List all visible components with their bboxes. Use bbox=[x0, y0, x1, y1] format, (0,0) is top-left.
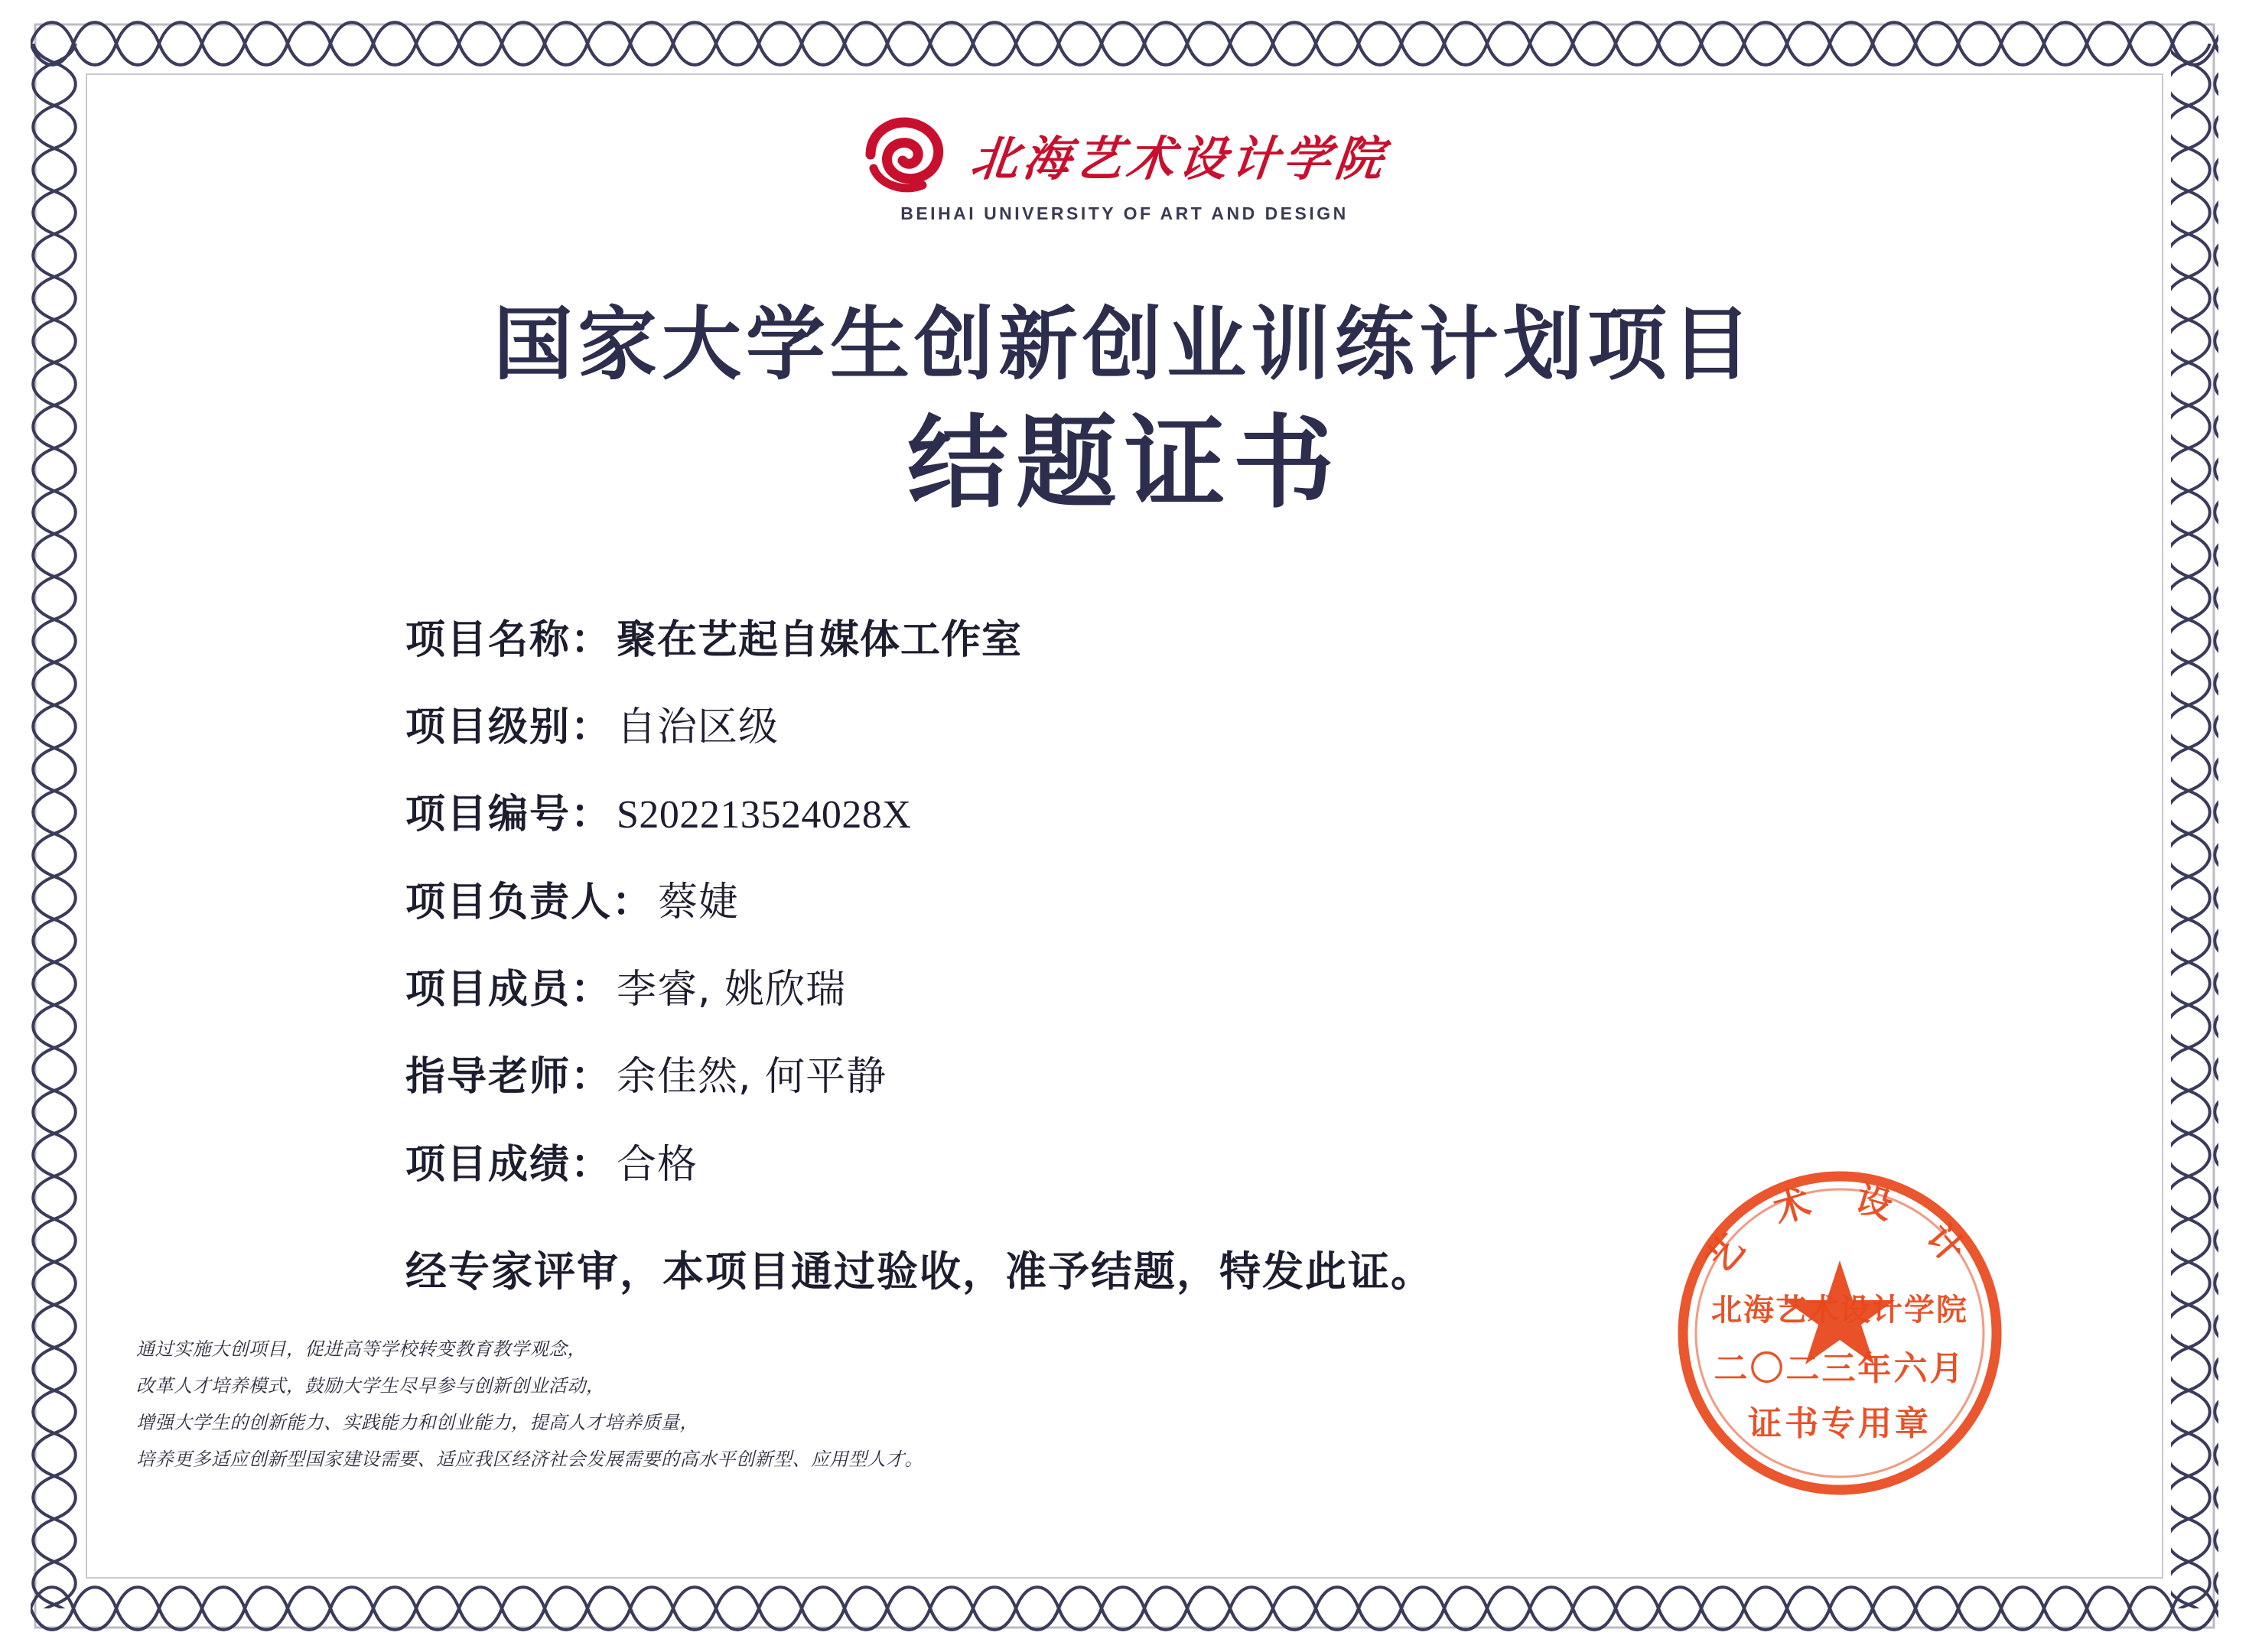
field-value: 李睿, 姚欣瑞 bbox=[617, 967, 847, 1013]
svg-text:艺 术 设 计: 艺 术 设 计 bbox=[1697, 1177, 1982, 1282]
footnote-block bbox=[136, 1331, 1284, 1478]
field-label: 项目编号： bbox=[405, 790, 613, 837]
institution-name-cn: 北海艺术设计学院 bbox=[968, 133, 1390, 186]
field-project-name bbox=[405, 613, 1859, 667]
certificate-title-line2: 结题证书 bbox=[907, 403, 1342, 522]
official-seal-stamp bbox=[1660, 1153, 2020, 1513]
field-project-level bbox=[405, 701, 1859, 754]
field-value: 蔡婕 bbox=[658, 880, 740, 926]
field-value: 聚在艺起自媒体工作室 bbox=[617, 616, 1023, 663]
field-label: 项目级别： bbox=[405, 703, 613, 750]
svg-text:二〇二三年六月: 二〇二三年六月 bbox=[1714, 1349, 1966, 1388]
institution-logo bbox=[107, 115, 2142, 224]
field-label: 项目成员： bbox=[405, 966, 613, 1013]
field-project-number bbox=[405, 788, 1859, 842]
svg-text:北海艺术设计学院: 北海艺术设计学院 bbox=[1711, 1292, 1968, 1328]
field-value: 余佳然, 何平静 bbox=[617, 1054, 887, 1101]
svg-text:证书专用章: 证书专用章 bbox=[1748, 1404, 1932, 1443]
footnote-line-1: 通过实施大创项目，促进高等学校转变教育教学观念， bbox=[136, 1338, 586, 1360]
field-project-members bbox=[405, 963, 1859, 1016]
field-label: 项目成绩： bbox=[405, 1140, 613, 1188]
field-label: 项目负责人： bbox=[405, 879, 654, 926]
certificate-title-line1: 国家大学生创新创业训练计划项目 bbox=[493, 297, 1756, 391]
field-project-leader bbox=[405, 876, 1859, 929]
logo-row bbox=[861, 115, 1388, 194]
footnote-line-2: 改革人才培养模式，鼓励大学生尽早参与创新创业活动， bbox=[136, 1375, 605, 1397]
institution-name-en: BEIHAI UNIVERSITY OF ART AND DESIGN bbox=[900, 203, 1349, 223]
field-label: 指导老师： bbox=[405, 1053, 613, 1101]
spiral-wave-logo-icon bbox=[861, 115, 952, 194]
field-value: 自治区级 bbox=[617, 704, 780, 750]
field-advisors bbox=[405, 1050, 1859, 1104]
certificate-content bbox=[107, 84, 2142, 1568]
footnote-line-4: 培养更多适应创新型国家建设需要、适应我区经济社会发展需要的高水平创新型、应用型人才。 bbox=[136, 1449, 923, 1470]
footnote-line-3: 增强大学生的创新能力、实践能力和创业能力，提高人才培养质量， bbox=[136, 1412, 698, 1433]
field-value: 合格 bbox=[617, 1141, 698, 1188]
field-label: 项目名称： bbox=[405, 616, 613, 663]
field-project-grade bbox=[405, 1138, 1859, 1192]
field-value: S202213524028X bbox=[617, 792, 912, 837]
approval-statement: 经专家评审，本项目通过验收，准予结题，特发此证。 bbox=[405, 1246, 1434, 1296]
certificate-fields bbox=[405, 613, 1859, 1298]
